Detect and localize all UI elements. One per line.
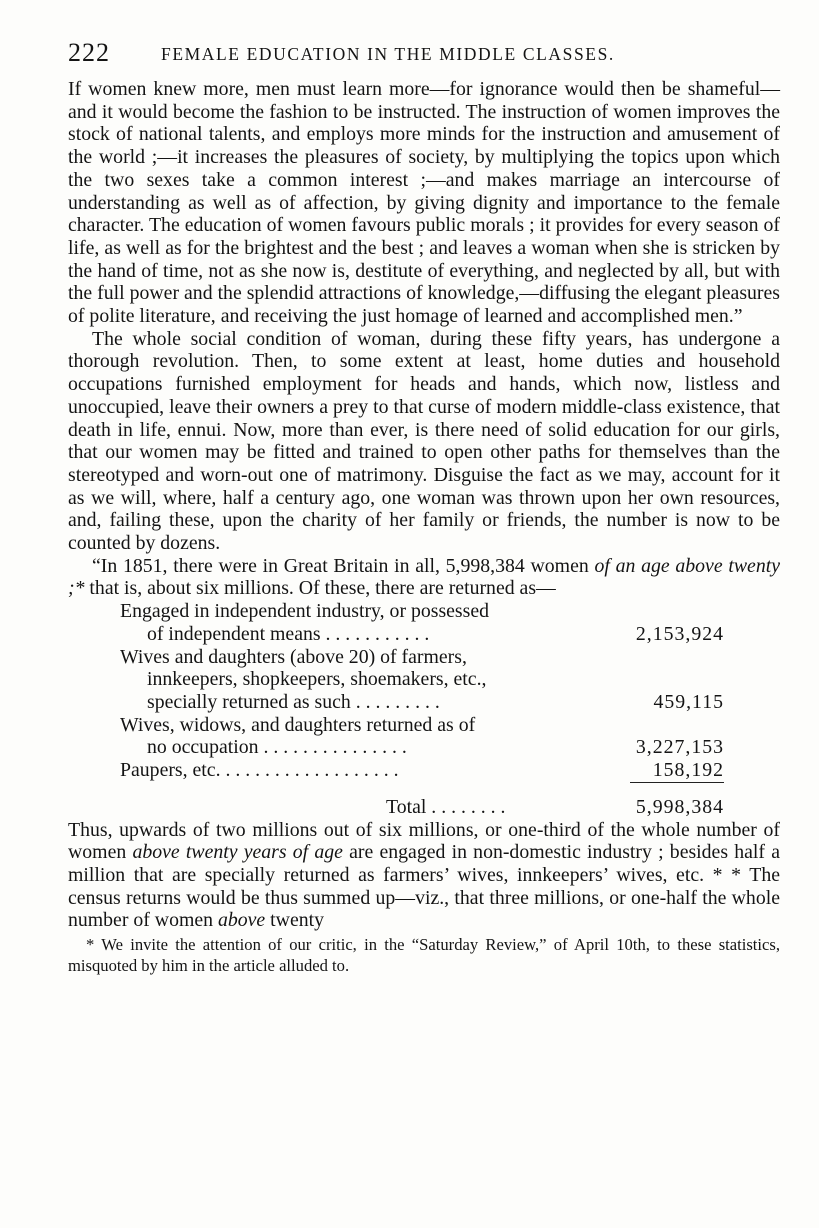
row-label: Wives and daughters (above 20) of farmers, [120, 645, 467, 668]
page-number: 222 [68, 38, 110, 67]
summary-text: Thus, upwards of two millions out of six millions, or one-third of the whole number of women [68, 818, 780, 864]
body-text-continued [68, 819, 780, 933]
census-intro-text: “In 1851, there were in Great Britain in all, 5,998,384 women [92, 554, 595, 577]
row-label: specially returned as such . . . . . . . . . [147, 690, 440, 713]
summary-text: twenty [265, 909, 325, 932]
row-label: Wives, widows, and daughters returned as of [120, 713, 476, 736]
row-value: 2,153,924 [635, 622, 724, 645]
row-label: of independent means . . . . . . . . . . . [147, 622, 430, 645]
table-row [120, 759, 724, 782]
row-label: innkeepers, shopkeepers, shoemakers, etc., [147, 668, 487, 691]
summary-italic: above twenty years of age [132, 841, 343, 864]
census-table [120, 600, 724, 818]
row-value: 158,192 [652, 759, 724, 782]
total-rule [630, 782, 724, 783]
paragraph-social-condition: The whole social condition of woman, during these fifty years, has undergone a thorough revolution. Then, to some extent at least, home duties and household occupations furnished employment for heads and hands, which now, listless and unoccupied, leave their owners a prey to that curse of modern middle-class existence, that death in life, ennui. Now, more than ever, is there need of solid education for our girls, that our women may be fitted and trained to open other paths for themselves than the stereotyped and worn-out one of matrimony. Disguise the fact as we may, account for it as we will, where, half a century ago, one woman was thrown upon her own resources, and, failing these, upon the charity of her family or friends, the number is now to be counted by dozens. [68, 327, 780, 555]
census-intro-text-end: that is, about six millions. Of these, there are returned as— [84, 577, 556, 600]
summary-italic: above [217, 909, 266, 932]
table-row [120, 600, 724, 645]
total-row [120, 796, 724, 819]
table-row [120, 646, 724, 714]
summary-text: are engaged in non-domestic industry ; besides half a million that are specially returned as farmers’ wives, innkeepers’ wives, etc. * * The census returns would be thus summed up—viz., that three millions, or one-half the whole number of women [68, 841, 780, 932]
row-label: Engaged in independent industry, or possessed [120, 600, 489, 623]
paragraph-quote-end: If women knew more, men must learn more—for ignorance would then be shameful—and it would become the fashion to be instructed. The instruction of women improves the stock of national talents, and employs more minds for the instruction and amusement of the world ;—it increases the pleasures of society, by multiplying the topics upon which the two sexes take a common interest ;—and makes marriage an intercourse of understanding as well as of affection, by giving dignity and importance to the female character. The education of women favours public morals ; it provides for every season of life, as well as for the brightest and the best ; and leaves a woman when she is stricken by the hand of time, not as she now is, destitute of everything, and neglected by all, but with the full power and the splendid attractions of knowledge,—diffusing the elegant pleasures of polite literature, and receiving the just homage of learned and accomplished men.” [68, 78, 780, 328]
footnote: * We invite the attention of our critic, in the “Saturday Review,” of April 10th, to these statistics, misquoted by him in the article alluded to. [68, 935, 780, 976]
running-title: FEMALE EDUCATION IN THE MIDDLE CLASSES. [161, 44, 615, 64]
total-value: 5,998,384 [635, 795, 724, 818]
total-label: Total . . . . . . . . [386, 795, 506, 818]
table-row [120, 714, 724, 759]
census-intro-italic: of an age above twenty ;* [68, 554, 780, 600]
row-label: Paupers, etc. . . . . . . . . . . . . . . . . . . [120, 759, 399, 782]
page [68, 38, 780, 976]
row-value: 3,227,153 [635, 736, 724, 759]
body-text [68, 78, 780, 600]
row-label: no occupation . . . . . . . . . . . . . . . [147, 736, 407, 759]
row-value: 459,115 [653, 690, 724, 713]
page-header [68, 38, 780, 78]
paragraph-census-intro [68, 555, 780, 600]
paragraph-summary [68, 819, 780, 933]
